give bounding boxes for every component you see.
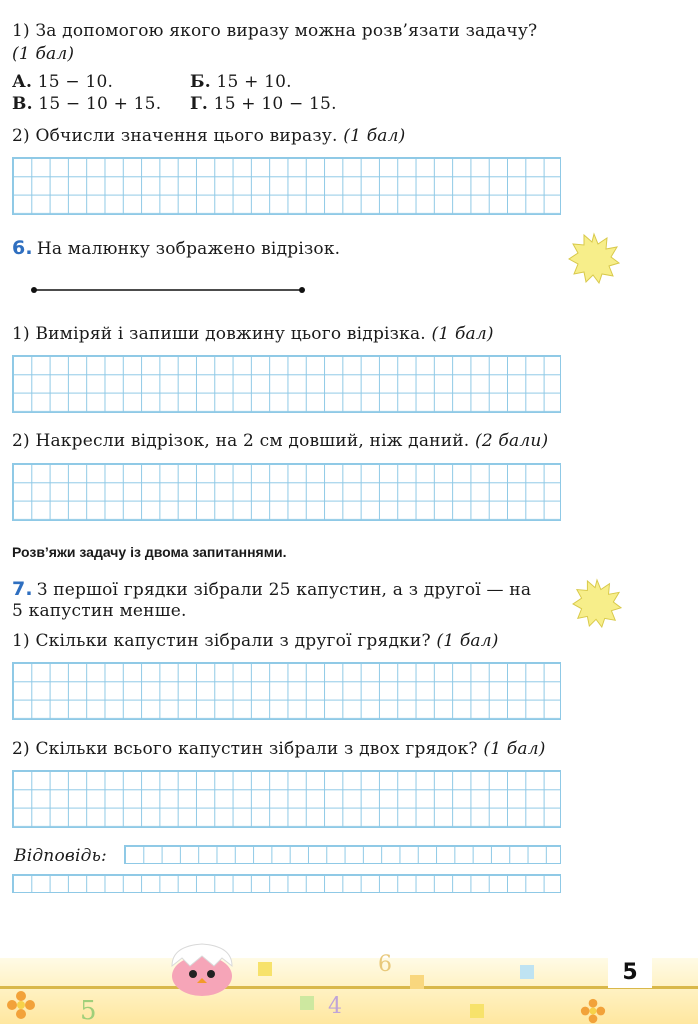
- q5-part1-points: (1 бал): [12, 44, 75, 64]
- q6-text: На малюнку зображено відрізок.: [36, 239, 341, 259]
- flower-icon: [6, 990, 36, 1020]
- q5-part1-question: 1) За допомогою якого виразу можна розв’язати задачу?: [12, 21, 538, 41]
- decor-digit: 5: [80, 996, 97, 1026]
- q5-answer-grid[interactable]: [12, 157, 561, 215]
- option-expression: 15 + 10.: [216, 72, 292, 92]
- q7-part1-answer-grid[interactable]: [12, 662, 561, 720]
- q7-part2-points: (1 бал): [483, 739, 546, 759]
- decor-square: [258, 962, 272, 976]
- q6-part2-text: 2) Накресли відрізок, на 2 см довший, ніж даний.: [12, 431, 470, 451]
- option-letter: Г.: [190, 94, 209, 114]
- answer-line-2[interactable]: [12, 874, 561, 893]
- q7-part2-question: [12, 738, 546, 760]
- sun-icon: [572, 578, 622, 628]
- q5-option-a: [12, 71, 113, 93]
- chick-mascot-icon: [160, 936, 244, 996]
- decor-digit: 4: [328, 994, 342, 1019]
- option-letter: В.: [12, 94, 33, 114]
- q6-part2-question: [12, 430, 548, 452]
- option-letter: А.: [12, 72, 33, 92]
- flower-icon: [580, 998, 606, 1024]
- q6-number-badge: 6.: [12, 237, 33, 259]
- q6-part2-points: (2 бали): [474, 431, 549, 451]
- q6-part2-drawing-grid[interactable]: [12, 463, 561, 521]
- decor-square: [410, 975, 424, 989]
- footer-rule: [0, 986, 698, 989]
- q7-part1-question: [12, 630, 499, 652]
- q7-part1-text: 1) Скільки капустин зібрали з другої грядки?: [12, 631, 431, 651]
- decor-square: [300, 996, 314, 1010]
- answer-line-1[interactable]: [124, 845, 561, 864]
- q5-part2-points: (1 бал): [343, 126, 406, 146]
- decor-digit: 6: [378, 952, 392, 977]
- q7-part1-points: (1 бал): [436, 631, 499, 651]
- sun-icon: [568, 232, 620, 284]
- answer-label: Відповідь:: [14, 846, 107, 866]
- q6-part1-text: 1) Виміряй і запиши довжину цього відрізка.: [12, 324, 426, 344]
- q7-part2-text: 2) Скільки всього капустин зібрали з двох грядок?: [12, 739, 478, 759]
- q7-prompt-line1: [12, 578, 531, 601]
- option-expression: 15 − 10.: [37, 72, 114, 92]
- q6-part1-question: [12, 323, 494, 345]
- decor-square: [520, 965, 534, 979]
- option-letter: Б.: [190, 72, 211, 92]
- q7-number-badge: 7.: [12, 578, 33, 600]
- measured-segment: [30, 283, 310, 297]
- q7-text-line1: З першої грядки зібрали 25 капустин, а з другої — на: [36, 580, 532, 600]
- option-expression: 15 + 10 − 15.: [213, 94, 337, 114]
- q5-option-v: [12, 93, 161, 115]
- q5-option-b: [190, 71, 292, 93]
- q6-prompt: [12, 237, 340, 260]
- section-heading: Розв’яжи задачу із двома запитаннями.: [12, 544, 287, 560]
- q7-prompt-line2: 5 капустин менше.: [12, 601, 187, 621]
- q5-part2-text: 2) Обчисли значення цього виразу.: [12, 126, 338, 146]
- q5-option-g: [190, 93, 337, 115]
- q6-part1-answer-grid[interactable]: [12, 355, 561, 413]
- option-expression: 15 − 10 + 15.: [38, 94, 162, 114]
- q7-part2-answer-grid[interactable]: [12, 770, 561, 828]
- decor-square: [470, 1004, 484, 1018]
- q5-part2-question: [12, 125, 405, 147]
- q6-part1-points: (1 бал): [431, 324, 494, 344]
- page-number: 5: [608, 958, 652, 988]
